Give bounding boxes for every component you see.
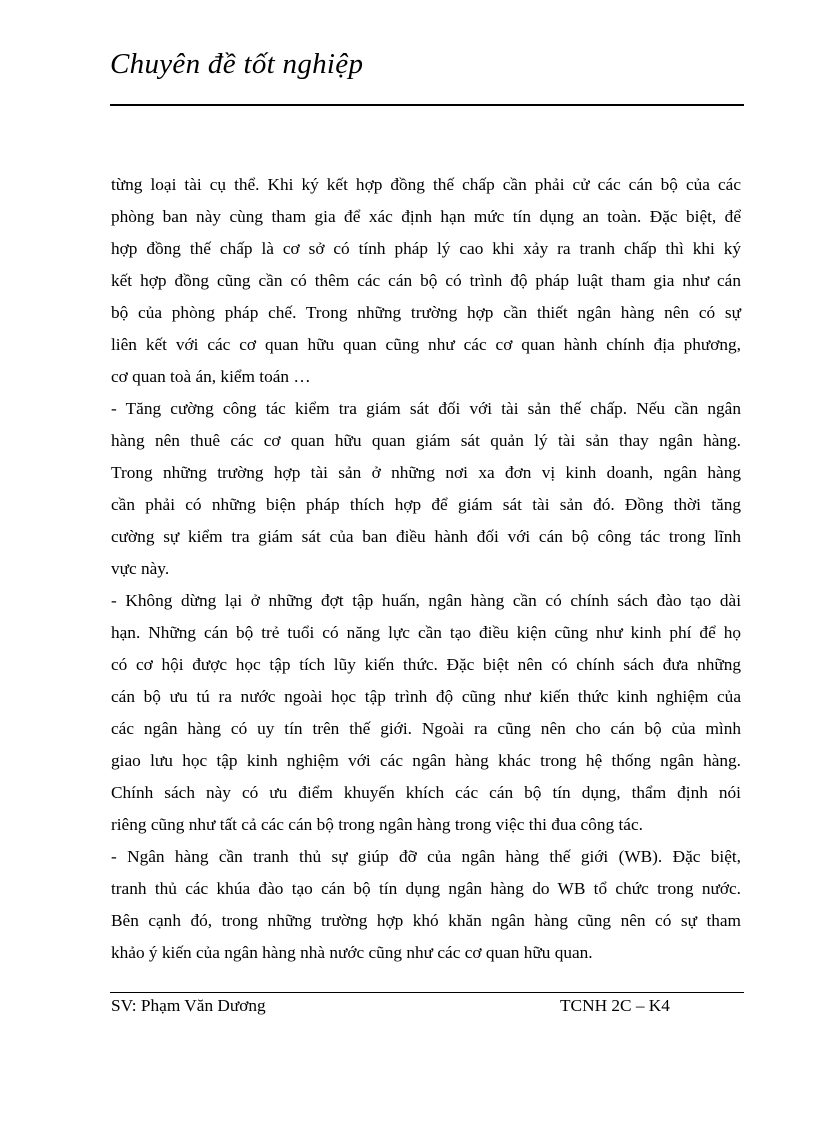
body-line: - Ngân hàng cần tranh thủ sự giúp đỡ của ngân hàng thế giới (WB). Đặc biệt, xyxy=(111,847,741,866)
footer-student-name: SV: Phạm Văn Dương xyxy=(111,996,266,1015)
body-line: phòng ban này cùng tham gia để xác định hạn mức tín dụng an toàn. Đặc biệt, để xyxy=(111,207,741,226)
footer-class-code: TCNH 2C – K4 xyxy=(560,996,670,1015)
body-line: Chính sách này có ưu điểm khuyến khích các cán bộ tín dụng, thẩm định nói xyxy=(111,783,741,802)
body-line: hàng nên thuê các cơ quan hữu quan giám sát quản lý tài sản thay ngân hàng. xyxy=(111,431,741,450)
body-line: hợp đồng thế chấp là cơ sở có tính pháp lý cao khi xảy ra tranh chấp thì khi ký xyxy=(111,239,741,258)
body-line: kết hợp đồng cũng cần có thêm các cán bộ có trình độ pháp luật tham gia như cán xyxy=(111,271,741,290)
body-line: Trong những trường hợp tài sản ở những nơi xa đơn vị kinh doanh, ngân hàng xyxy=(111,463,741,482)
body-line: riêng cũng như tất cả các cán bộ trong ngân hàng trong việc thi đua công tác. xyxy=(111,815,643,834)
body-line: tranh thủ các khúa đào tạo cán bộ tín dụng ngân hàng do WB tổ chức trong nước. xyxy=(111,879,741,898)
body-line: khảo ý kiến của ngân hàng nhà nước cũng như các cơ quan hữu quan. xyxy=(111,943,593,962)
body-line: cần phải có những biện pháp thích hợp để giám sát tài sản đó. Đồng thời tăng xyxy=(111,495,741,514)
body-line: bộ của phòng pháp chế. Trong những trường hợp cần thiết ngân hàng nên có sự xyxy=(111,303,741,322)
footer-divider xyxy=(110,992,744,993)
header-divider xyxy=(110,104,744,106)
body-line: liên kết với các cơ quan hữu quan cũng như các cơ quan hành chính địa phương, xyxy=(111,335,741,354)
body-line: cơ quan toà án, kiểm toán … xyxy=(111,367,311,386)
page-header-title: Chuyên đề tốt nghiệp xyxy=(110,48,364,80)
body-line: giao lưu học tập kinh nghiệm với các ngân hàng khác trong hệ thống ngân hàng. xyxy=(111,751,741,770)
body-line: cường sự kiểm tra giám sát của ban điều hành đối với cán bộ công tác trong lĩnh xyxy=(111,527,741,546)
body-line: các ngân hàng có uy tín trên thế giới. Ngoài ra cũng nên cho cán bộ của mình xyxy=(111,719,741,738)
body-line: - Tăng cường công tác kiểm tra giám sát đối với tài sản thế chấp. Nếu cần ngân xyxy=(111,399,741,418)
body-line: hạn. Những cán bộ trẻ tuổi có năng lực cần tạo điều kiện cũng như kinh phí để họ xyxy=(111,623,741,642)
body-text xyxy=(111,169,741,969)
body-line: từng loại tài cụ thể. Khi ký kết hợp đồng thế chấp cần phải cử các cán bộ của các xyxy=(111,175,741,194)
body-line: Bên cạnh đó, trong những trường hợp khó khăn ngân hàng cũng nên có sự tham xyxy=(111,911,741,930)
body-line: cán bộ ưu tú ra nước ngoài học tập trình độ cũng như kiến thức kinh nghiệm của xyxy=(111,687,741,706)
body-line: - Không dừng lại ở những đợt tập huấn, ngân hàng cần có chính sách đào tạo dài xyxy=(111,591,741,610)
body-line: vực này. xyxy=(111,559,170,578)
body-line: có cơ hội được học tập tích lũy kiến thức. Đặc biệt nên có chính sách đưa những xyxy=(111,655,741,674)
